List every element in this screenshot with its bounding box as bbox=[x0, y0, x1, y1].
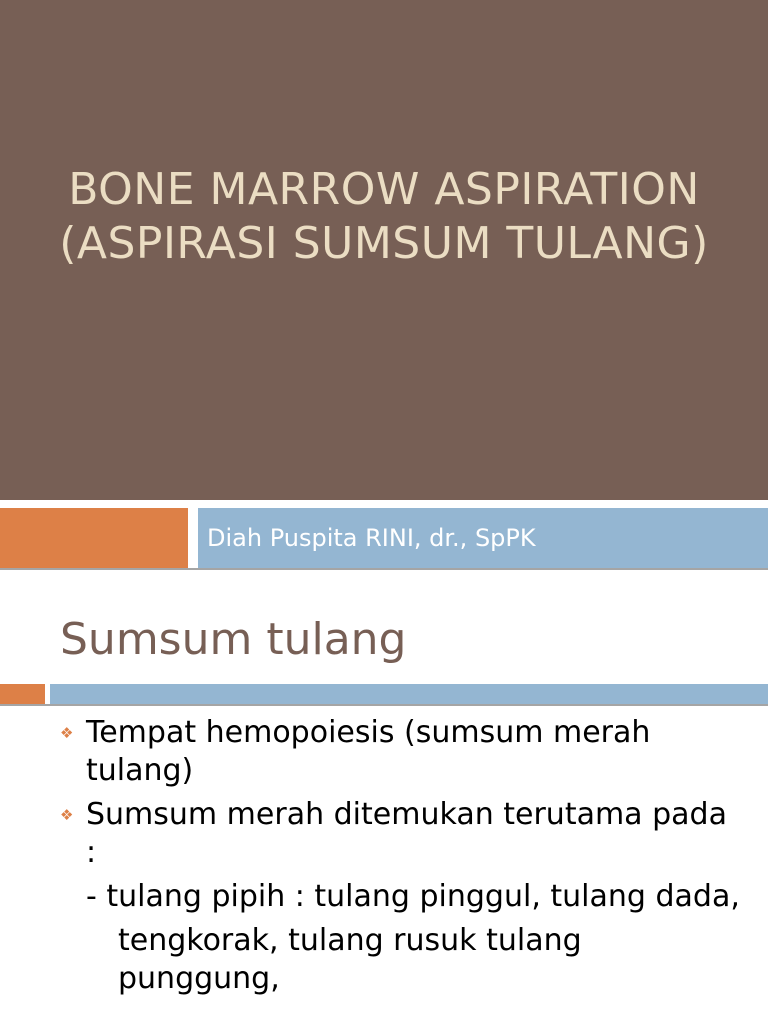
list-item bbox=[60, 714, 740, 790]
slide-title-line-2: (ASPIRASI SUMSUM TULANG) bbox=[59, 218, 709, 269]
list-item bbox=[60, 796, 740, 872]
list-item-text: Sumsum merah ditemukan terutama pada : bbox=[86, 797, 727, 870]
divider-line-2 bbox=[0, 704, 768, 706]
divider-line bbox=[0, 568, 768, 570]
slide-title-line-1: BONE MARROW ASPIRATION bbox=[68, 164, 700, 215]
sub-line: tengkorak, tulang rusuk tulang punggung, bbox=[118, 923, 582, 996]
diamond-bullet-icon: ❖ bbox=[60, 724, 74, 742]
accent-orange-block bbox=[0, 508, 188, 568]
accent-blue-strip bbox=[50, 684, 768, 704]
sub-line: - tulang pipih : tulang pinggul, tulang dada, bbox=[86, 879, 740, 914]
accent-orange-strip bbox=[0, 684, 45, 704]
diamond-bullet-icon: ❖ bbox=[60, 806, 74, 824]
slide-content bbox=[60, 714, 740, 1004]
author-subtitle: Diah Puspita RINI, dr., SpPK bbox=[207, 524, 536, 552]
list-item-text: Tempat hemopoiesis (sumsum merah tulang) bbox=[86, 715, 651, 788]
section-title: Sumsum tulang bbox=[60, 614, 407, 665]
slide-title bbox=[0, 163, 768, 271]
